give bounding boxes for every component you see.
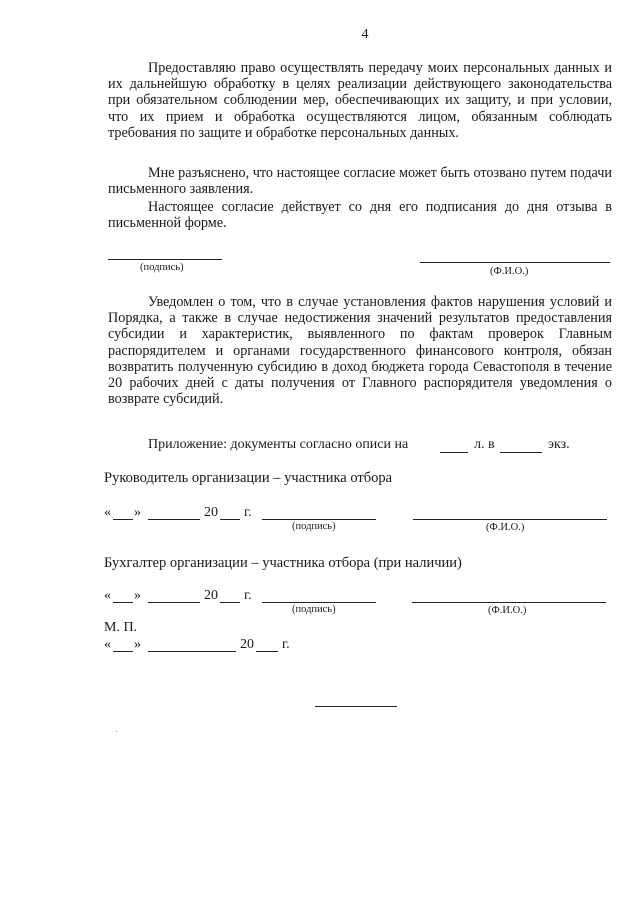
- fio-caption: (Ф.И.О.): [490, 266, 529, 277]
- notice-paragraph: [108, 294, 612, 407]
- signature-line: [108, 259, 222, 260]
- attachment-prefix: Приложение: документы согласно описи на: [148, 437, 409, 452]
- stamp-day-blank: [113, 651, 133, 652]
- head-day-blank: [113, 519, 133, 520]
- head-year-suffix: г.: [244, 505, 252, 520]
- signature-caption: (подпись): [140, 262, 184, 273]
- accountant-day-blank: [113, 602, 133, 603]
- page-number: 4: [361, 27, 369, 42]
- head-month-blank: [148, 519, 200, 520]
- consent-paragraph-2-text: Мне разъяснено, что настоящее согласие может быть отозвано путем подачи письменного заявления.: [108, 165, 612, 198]
- consent-paragraph-1-text: Предоставляю право осуществлять передачу моих персональных данных и их дальнейшую обработку в целях реализации действующего законодательства при обязательном соблюдении мер, обеспечивающих их защиту, и при условии, что их прием и обработка осуществляются лицом, обязанным соблюдать требования по защите и обработке персональных данных.: [108, 60, 612, 141]
- stamp-year-prefix: 20: [240, 637, 254, 652]
- attachment-pages-blank: [440, 452, 468, 453]
- stamp-year-blank: [256, 651, 278, 652]
- accountant-fio-caption: (Ф.И.О.): [488, 605, 527, 616]
- consent-paragraph-3-text: Настоящее согласие действует со дня его подписания до дня отзыва в письменной форме.: [108, 199, 612, 232]
- closing-separator: [315, 706, 397, 707]
- head-date-open: «: [104, 505, 111, 520]
- consent-paragraph-1: [108, 60, 612, 141]
- stamp-year-suffix: г.: [282, 637, 290, 652]
- accountant-signature-caption: (подпись): [292, 604, 336, 615]
- stamp-month-blank: [148, 651, 236, 652]
- accountant-signature-line: [262, 602, 376, 603]
- fio-line: [420, 262, 610, 263]
- head-year-prefix: 20: [204, 505, 218, 520]
- head-date-close: »: [134, 505, 141, 520]
- stamp-date-open: «: [104, 637, 111, 652]
- head-signature-line: [262, 519, 376, 520]
- accountant-date-open: «: [104, 588, 111, 603]
- accountant-fio-line: [412, 602, 606, 603]
- stamp-label: М. П.: [104, 620, 138, 635]
- accountant-date-close: »: [134, 588, 141, 603]
- head-fio-line: [413, 519, 607, 520]
- consent-paragraph-3: [108, 199, 612, 231]
- accountant-year-prefix: 20: [204, 588, 218, 603]
- accountant-year-blank: [220, 602, 240, 603]
- head-title: Руководитель организации – участника отбора: [104, 470, 393, 486]
- accountant-year-suffix: г.: [244, 588, 252, 603]
- attachment-pages-suffix: л. в: [474, 437, 495, 452]
- attachment-copies-blank: [500, 452, 542, 453]
- notice-paragraph-text: Уведомлен о том, что в случае установления фактов нарушения условий и Порядка, а также в случае недостижения значений результатов предоставления субсидии и характеристик, выявленного по фактам проверок Главным распорядителем и органами государственного финансового контроля, обязан возвратить полученную субсидию в доход бюджета города Севастополя в течение 20 рабочих дней с даты получения от Главного распорядителя уведомления о возврате субсидий.: [108, 294, 612, 408]
- consent-paragraph-2: [108, 165, 612, 197]
- scan-speck: [116, 731, 117, 732]
- accountant-month-blank: [148, 602, 200, 603]
- head-fio-caption: (Ф.И.О.): [486, 522, 525, 533]
- head-year-blank: [220, 519, 240, 520]
- accountant-title: Бухгалтер организации – участника отбора (при наличии): [104, 555, 462, 571]
- attachment-copies-suffix: экз.: [548, 437, 570, 452]
- head-signature-caption: (подпись): [292, 521, 336, 532]
- stamp-date-close: »: [134, 637, 141, 652]
